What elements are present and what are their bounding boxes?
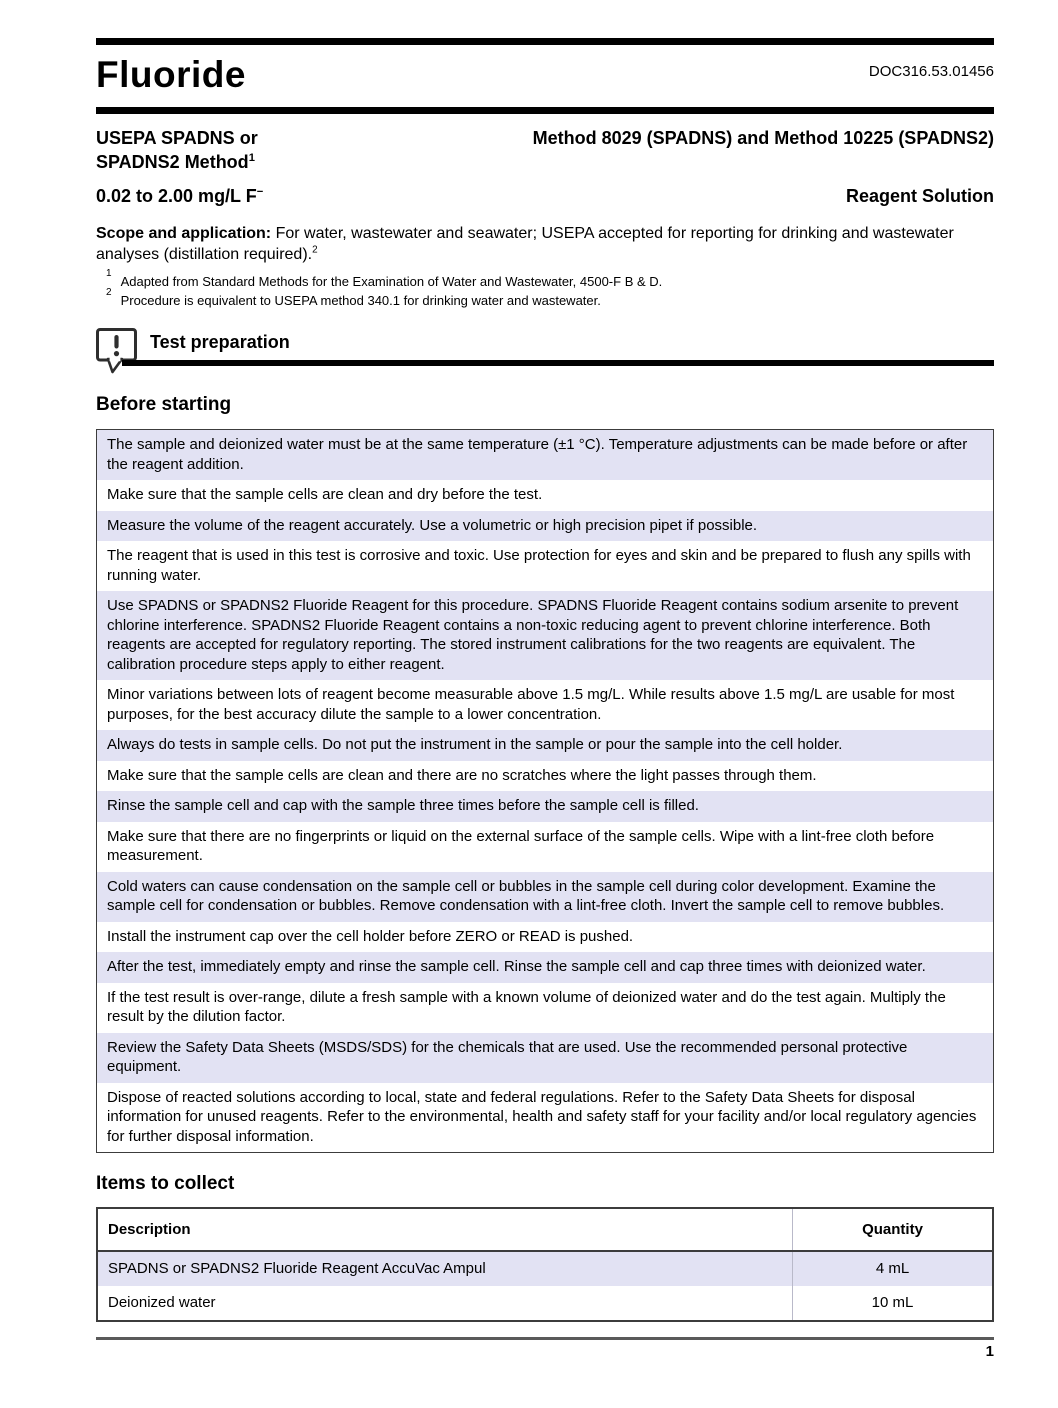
items-row [98, 1252, 992, 1286]
doc-number: DOC316.53.01456 [868, 63, 994, 80]
footnote-text: Adapted from Standard Methods for the Examination of Water and Wastewater, 4500-F B & D. [120, 274, 663, 289]
method-name-line1: USEPA SPADNS or [96, 128, 258, 148]
reagent-type: Reagent Solution [846, 186, 994, 206]
footnotes [96, 268, 994, 310]
before-starting-row: Minor variations between lots of reagent become measurable above 1.5 mg/L. While results above 1.5 mg/L are usable for most purposes, for the best accuracy dilute the sample to a lower concentration. [97, 680, 993, 730]
scope-footnote-ref: 2 [312, 244, 318, 256]
before-starting-row: The sample and deionized water must be at the same temperature (±1 °C). Temperature adjustments can be made before or after the reagent addition. [97, 430, 993, 480]
footnote-marker: 2 [106, 287, 112, 298]
header-rule [96, 107, 994, 114]
method-numbers: Method 8029 (SPADNS) and Method 10225 (SPADNS2) [532, 128, 994, 148]
before-starting-row: The reagent that is used in this test is corrosive and toxic. Use protection for eyes and skin and be prepared to flush any spills with running water. [97, 541, 993, 591]
section-title-wrap [150, 328, 994, 366]
items-cell-description: Deionized water [108, 1294, 216, 1311]
before-starting-row: Dispose of reacted solutions according to local, state and federal regulations. Refer to the Safety Data Sheets for disposal information for unused reagents. Refer to the environmental, health and safety staff for your facility and/or local regulatory agencies for further disposal information. [97, 1083, 993, 1153]
items-table [96, 1207, 994, 1322]
before-starting-table [96, 429, 994, 1153]
method-name [96, 126, 396, 174]
method-footnote-ref: 1 [248, 152, 255, 164]
footnote [106, 287, 994, 310]
section-rule [122, 360, 994, 366]
measurement-range [96, 186, 263, 207]
before-starting-row: Make sure that the sample cells are clean and there are no scratches where the light passes through them. [97, 761, 993, 792]
range-text: 0.02 to 2.00 mg/L F [96, 186, 257, 206]
items-to-collect-title: Items to collect [96, 1173, 235, 1194]
before-starting-row: If the test result is over-range, dilute a fresh sample with a known volume of deionized water and do the test again. Multiply the result by the dilution factor. [97, 983, 993, 1033]
section-title: Test preparation [150, 332, 290, 352]
items-table-header [98, 1209, 992, 1252]
range-superscript: − [256, 186, 264, 198]
before-starting-row: Rinse the sample cell and cap with the sample three times before the sample cell is filled. [97, 791, 993, 822]
exclamation-bubble-icon [96, 328, 137, 374]
items-cell-quantity: 4 mL [792, 1252, 992, 1286]
before-starting-row: Cold waters can cause condensation on the sample cell or bubbles in the sample cell during color development. Examine the sample cell for condensation or bubbles. Remove condensation with a lint-free cloth. Invert the sample cell to remove bubbles. [97, 872, 993, 922]
before-starting-row: Make sure that the sample cells are clean and dry before the test. [97, 480, 993, 511]
test-preparation-section-header [96, 328, 994, 374]
scope-label: Scope and application: [96, 225, 272, 242]
footnote [106, 268, 994, 291]
items-cell-description: SPADNS or SPADNS2 Fluoride Reagent AccuVac Ampul [108, 1260, 486, 1277]
items-cell-quantity: 10 mL [792, 1286, 992, 1320]
footer-rule [96, 1337, 994, 1340]
range-row [96, 186, 994, 207]
method-row [96, 126, 994, 174]
footnote-text: Procedure is equivalent to USEPA method 340.1 for drinking water and wastewater. [120, 293, 601, 308]
before-starting-row: Use SPADNS or SPADNS2 Fluoride Reagent for this procedure. SPADNS Fluoride Reagent contains sodium arsenite to prevent chlorine interference. SPADNS2 Fluoride Reagent contains a non-toxic reducing agent to prevent chlorine interference. Both reagents are accepted for regulatory reporting. The stored instrument calibrations for the two reagents are equivalent. The calibration procedure steps apply to either reagent. [97, 591, 993, 680]
items-header-description: Description [108, 1221, 191, 1238]
before-starting-row: Always do tests in sample cells. Do not put the instrument in the sample or pour the sample into the cell holder. [97, 730, 993, 761]
before-starting-row: After the test, immediately empty and rinse the sample cell. Rinse the sample cell and cap three times with deionized water. [97, 952, 993, 983]
title-row [96, 53, 994, 107]
before-starting-row: Measure the volume of the reagent accurately. Use a volumetric or high precision pipet if possible. [97, 511, 993, 542]
before-starting-row: Install the instrument cap over the cell holder before ZERO or READ is pushed. [97, 922, 993, 953]
before-starting-row: Review the Safety Data Sheets (MSDS/SDS) for the chemicals that are used. Use the recommended personal protective equipment. [97, 1033, 993, 1083]
before-starting-row: Make sure that there are no fingerprints or liquid on the external surface of the sample cells. Wipe with a lint-free cloth before measurement. [97, 822, 993, 872]
before-starting-title: Before starting [96, 394, 232, 415]
items-row [98, 1286, 992, 1320]
page-title: Fluoride [96, 54, 246, 95]
page-number: 1 [985, 1343, 994, 1360]
scope-text: For water, wastewater and seawater; USEPA accepted for reporting for drinking and wastewater analyses (distillation required). [96, 225, 954, 263]
items-header-quantity: Quantity [792, 1209, 992, 1250]
method-name-line2: SPADNS2 Method [96, 152, 249, 172]
scope-paragraph [96, 223, 994, 265]
top-rule [96, 38, 994, 45]
footnote-marker: 1 [106, 268, 112, 279]
